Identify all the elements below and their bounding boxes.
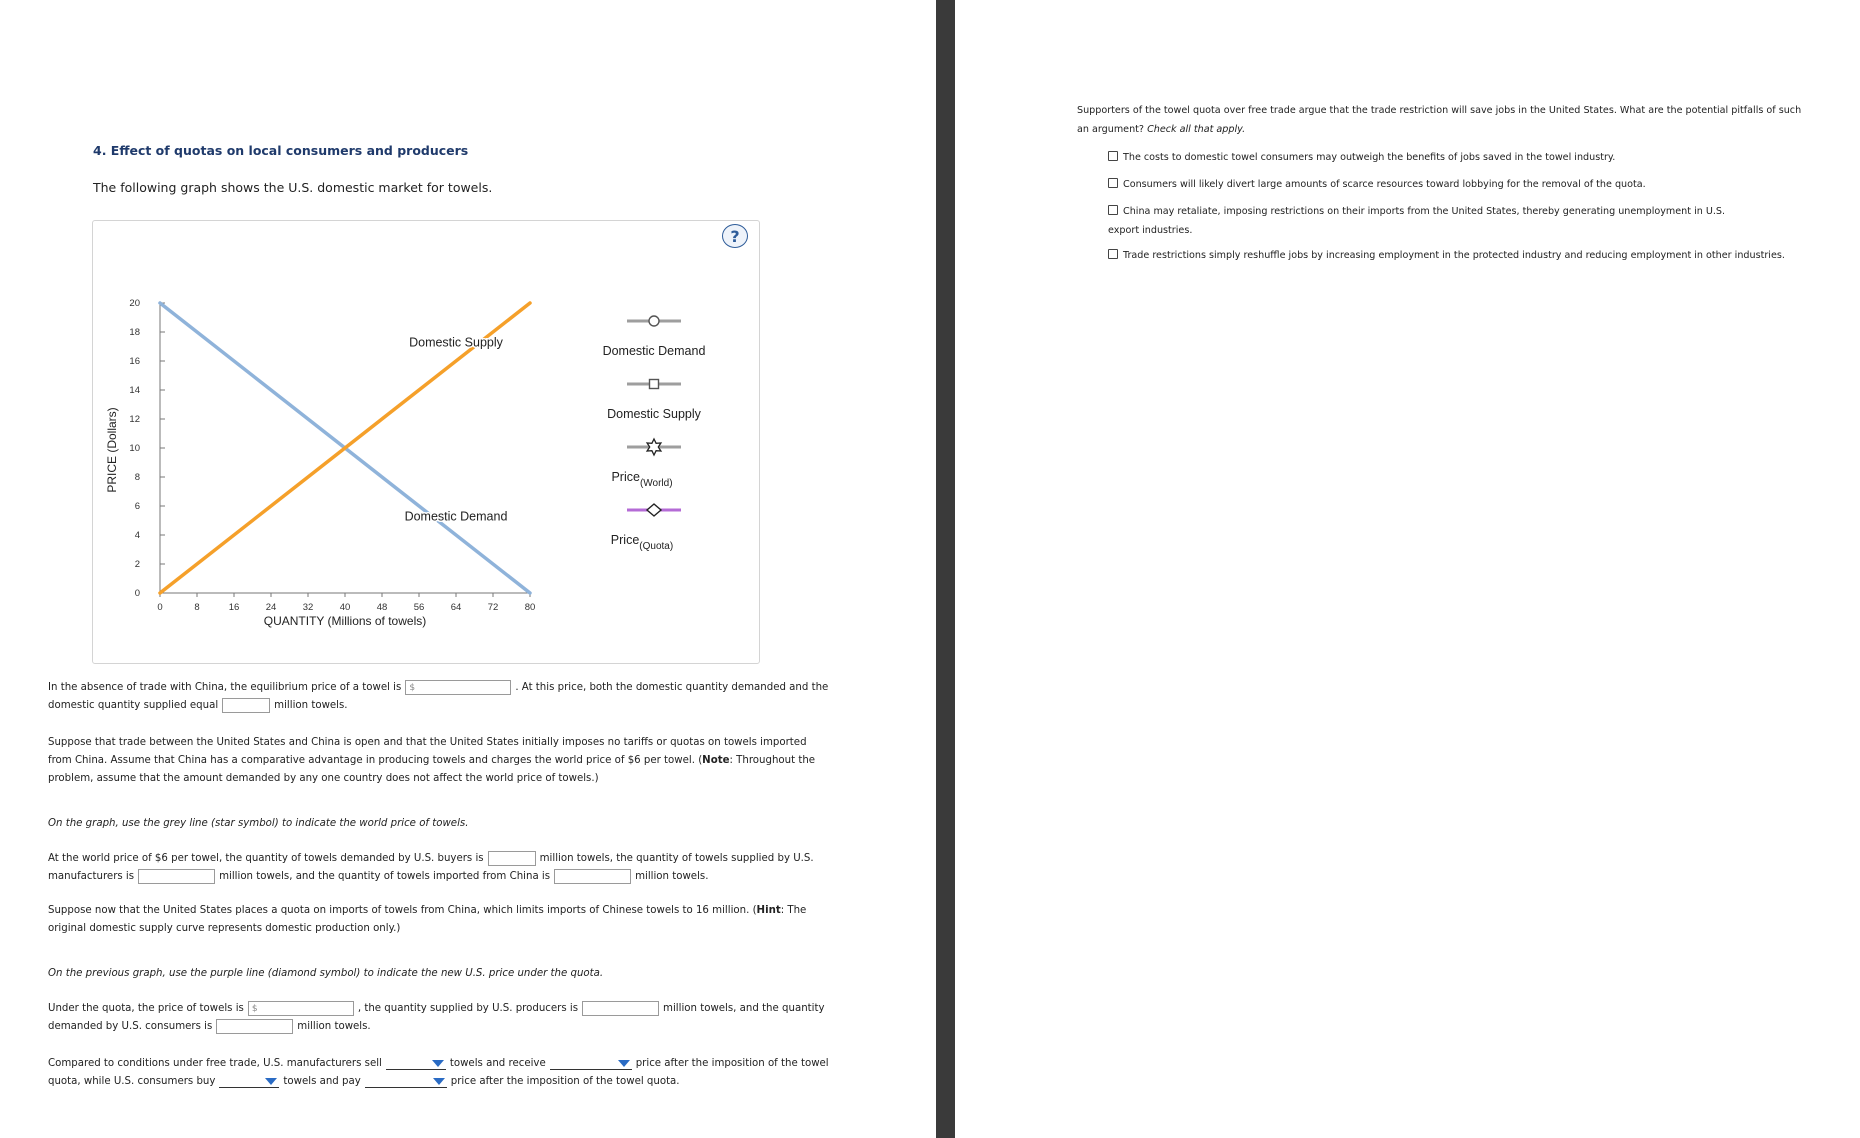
dollar-sign: $ [251, 1003, 258, 1014]
equilibrium-question [48, 679, 913, 715]
palette-label-star: Price$_{(World)}$ [611, 470, 673, 489]
x-tick-label: 48 [376, 602, 388, 613]
part5-text-2: , the quantity supplied by U.S. producers is [357, 1003, 579, 1014]
quantity-supplied-world-input[interactable] [138, 869, 215, 884]
part2-text-2: from China. Assume that China has a comparative advantage in producing towels and charges the world price of $6 per towel. ( [48, 755, 703, 766]
square-icon [650, 380, 659, 389]
pitfalls-prompt-text: Supporters of the towel quota over free trade argue that the trade restriction will save jobs in the United States. What are the potential pitfalls of such an argument? [1077, 105, 1802, 135]
hint-label: Hint [756, 905, 781, 916]
pitfall-option[interactable] [1108, 202, 1758, 240]
part5-text-5: million towels. [297, 1021, 371, 1032]
palette-sublabel: (Quota) [639, 541, 674, 552]
consumers-buy-dropdown[interactable] [219, 1074, 279, 1088]
part3-text-4: million towels, and the quantity of towels imported from China is [219, 871, 551, 882]
part3-text-5: million towels. [635, 871, 709, 882]
help-icon[interactable]: ? [722, 224, 748, 248]
part4-text-1: Suppose now that the United States places a quota on imports of towels from China, which limits imports of Chinese towels to 16 million. ( [48, 905, 757, 916]
part5-text-3: million towels, and the quantity [663, 1003, 825, 1014]
domestic-demand-label: Domestic Demand [404, 509, 508, 524]
note-label: Note [702, 755, 730, 766]
quota-question [48, 1000, 913, 1036]
checkbox[interactable] [1108, 249, 1118, 259]
dollar-sign: $ [409, 682, 416, 693]
question-intro: The following graph shows the U.S. domestic market for towels. [93, 180, 493, 195]
x-tick-label: 24 [265, 602, 277, 613]
quota-price-input[interactable] [248, 1001, 354, 1016]
equilibrium-quantity-input[interactable] [222, 698, 270, 713]
pitfall-option-label: China may retaliate, imposing restrictions on their imports from the United States, thereby generating unemployment in U.S. export industries. [1108, 206, 1726, 236]
part6-text-6: price after the imposition of the towel quota. [450, 1076, 680, 1087]
part6-text-2: towels and receive [449, 1058, 546, 1069]
circle-icon [649, 316, 659, 326]
check-all-instruction: Check all that apply. [1147, 124, 1246, 135]
x-tick-label: 0 [157, 602, 163, 613]
pitfall-option-label: The costs to domestic towel consumers may outweigh the benefits of jobs saved in the towel industry. [1123, 152, 1616, 163]
y-tick-label: 0 [134, 588, 140, 599]
x-tick-label: 80 [524, 602, 536, 613]
x-tick-label: 64 [450, 602, 462, 613]
quota-scenario-text [48, 902, 913, 938]
checkbox[interactable] [1108, 205, 1118, 215]
y-tick-label: 14 [129, 385, 140, 396]
y-tick-label: 6 [134, 501, 140, 512]
chevron-down-icon [618, 1060, 630, 1067]
checkbox[interactable] [1108, 178, 1118, 188]
y-tick-label: 12 [129, 414, 140, 425]
y-tick-label: 20 [129, 298, 140, 309]
chevron-down-icon [265, 1078, 277, 1085]
quantity-imported-input[interactable] [554, 869, 631, 884]
equilibrium-price-input[interactable] [405, 680, 511, 695]
part1-text-3: domestic quantity supplied equal [48, 700, 219, 711]
palette-sublabel: (World) [639, 478, 673, 489]
part3-text-1: At the world price of $6 per towel, the quantity of towels demanded by U.S. buyers is [48, 853, 484, 864]
question-title: 4. Effect of quotas on local consumers and producers [93, 143, 469, 158]
y-tick-label: 2 [134, 559, 140, 570]
checkbox[interactable] [1108, 151, 1118, 161]
part6-text-5: towels and pay [283, 1076, 361, 1087]
pitfall-option[interactable] [1108, 246, 1808, 265]
part2-text-4: problem, assume that the amount demanded by any one country does not affect the world price of towels.) [48, 773, 599, 784]
part1-text-2: . At this price, both the domestic quantity demanded and the [515, 682, 829, 693]
x-tick-label: 32 [302, 602, 314, 613]
y-tick-label: 10 [129, 443, 140, 454]
part6-text-3: price after the imposition of the towel [635, 1058, 829, 1069]
part3-text-3: manufacturers is [48, 871, 135, 882]
pitfall-option-label: Trade restrictions simply reshuffle jobs by increasing employment in the protected industry and reducing employment in other industries. [1123, 250, 1785, 261]
pitfall-option[interactable] [1108, 148, 1808, 167]
x-tick-label: 72 [487, 602, 499, 613]
chevron-down-icon [432, 1060, 444, 1067]
quota-quantity-demanded-input[interactable] [216, 1019, 293, 1034]
star-icon [647, 439, 661, 455]
pane-divider[interactable] [936, 0, 955, 1138]
quantity-demanded-world-input[interactable] [488, 851, 536, 866]
trade-scenario-text [48, 734, 913, 788]
y-tick-label: 16 [129, 356, 140, 367]
palette-label-square: Domestic Supply [607, 407, 701, 421]
y-tick-label: 18 [129, 327, 140, 338]
palette-label-diamond: Price$_{(Quota)}$ [610, 533, 674, 552]
part4-text-2: : The [780, 905, 807, 916]
pitfall-option-label: Consumers will likely divert large amounts of scarce resources toward lobbying for the removal of the quota. [1123, 179, 1646, 190]
supply-demand-chart[interactable] [92, 220, 760, 664]
pitfalls-prompt [1077, 101, 1807, 139]
world-price-question [48, 850, 913, 886]
part5-text-4: demanded by U.S. consumers is [48, 1021, 213, 1032]
palette-label-circle: Domestic Demand [602, 344, 706, 358]
part2-text-3: : Throughout the [729, 755, 816, 766]
y-axis-label: PRICE (Dollars) [105, 407, 119, 493]
x-tick-label: 16 [228, 602, 240, 613]
part2-text-1: Suppose that trade between the United States and China is open and that the United States initially imposes no tariffs or quotas on towels imported [48, 737, 807, 748]
part4-text-3: original domestic supply curve represents domestic production only.) [48, 923, 401, 934]
chevron-down-icon [433, 1078, 445, 1085]
part6-text-4: quota, while U.S. consumers buy [48, 1076, 216, 1087]
part5-text-1: Under the quota, the price of towels is [48, 1003, 244, 1014]
pitfall-option[interactable] [1108, 175, 1808, 194]
y-tick-label: 8 [134, 472, 140, 483]
part1-text-1: In the absence of trade with China, the equilibrium price of a towel is [48, 682, 402, 693]
manufacturers-sell-dropdown[interactable] [386, 1056, 446, 1070]
diamond-icon [647, 504, 661, 516]
y-tick-label: 4 [134, 530, 140, 541]
quota-price-instruction: On the previous graph, use the purple line (diamond symbol) to indicate the new U.S. price under the quota. [48, 968, 604, 979]
x-tick-label: 40 [339, 602, 351, 613]
followup-pane [955, 0, 1860, 1138]
part1-text-4: million towels. [274, 700, 348, 711]
manufacturers-price-dropdown[interactable] [550, 1056, 632, 1070]
quota-quantity-supplied-input[interactable] [582, 1001, 659, 1016]
x-axis-label: QUANTITY (Millions of towels) [263, 614, 427, 628]
x-tick-label: 56 [413, 602, 425, 613]
world-price-instruction: On the graph, use the grey line (star symbol) to indicate the world price of towels. [48, 818, 469, 829]
part6-text-1: Compared to conditions under free trade, U.S. manufacturers sell [48, 1058, 382, 1069]
domestic-supply-label: Domestic Supply [409, 335, 503, 350]
comparison-question [48, 1055, 913, 1091]
x-tick-label: 8 [194, 602, 200, 613]
consumers-price-dropdown[interactable] [365, 1074, 447, 1088]
part3-text-2: million towels, the quantity of towels supplied by U.S. [539, 853, 814, 864]
